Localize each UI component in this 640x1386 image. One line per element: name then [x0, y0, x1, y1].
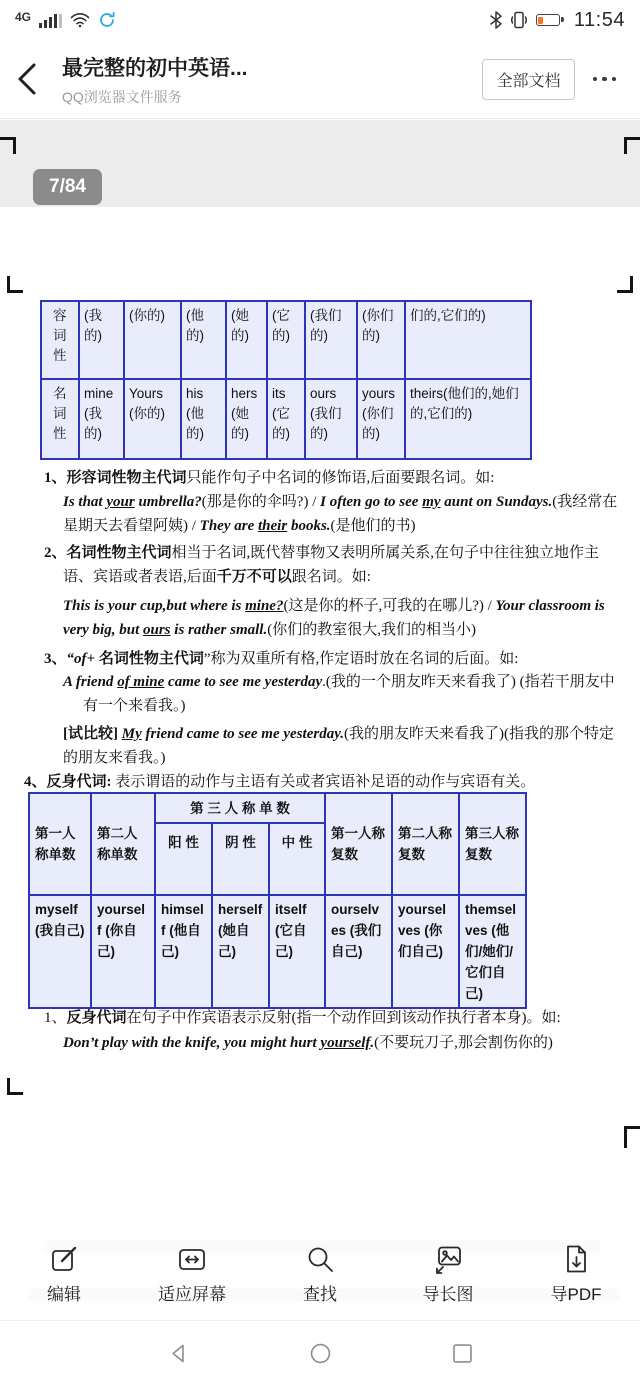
table-cell: yours (你们的): [357, 379, 405, 459]
table-header-cell: 第一人称单数: [29, 793, 91, 895]
toolbar-label: 导PDF: [550, 1284, 602, 1304]
table-cell: yourselves (你们自己): [392, 895, 459, 1008]
all-documents-button[interactable]: 全部文档: [482, 59, 574, 100]
page-corner-mark: [7, 276, 23, 293]
table-cell: (它的): [267, 301, 305, 379]
toolbar-label: 查找: [303, 1284, 337, 1304]
table-cell: ourselves (我们自己): [325, 895, 392, 1008]
doc-example: This is your cup,but where is mine?(这是你的杯子,可我的在哪儿?) / Your classroom is very big, but ours is rather small.(你们的教室很大,我们的相当小): [63, 598, 605, 638]
back-chevron-icon: [16, 62, 38, 96]
edit-icon: [49, 1244, 79, 1274]
doc-paragraph: 2、名词性物主代词相当于名词,既代替事物又表明所属关系,在句子中往往独立地作主语、宾语或者表语,后面千万不可以跟名词。如:: [44, 545, 600, 585]
table-cell: 们的,它们的): [405, 301, 531, 379]
table-row-header: 名词性: [41, 379, 79, 459]
bottom-toolbar: [0, 1228, 640, 1320]
table-cell: (你们的): [357, 301, 405, 379]
page-corner-mark: [0, 137, 16, 154]
nav-back-button[interactable]: [156, 1332, 200, 1376]
status-bar: [0, 0, 640, 40]
doc-example: A friend of mine came to see me yesterday.(我的一个朋友昨天来看我了) (指若干朋友中有一个来看我。): [63, 674, 615, 714]
app-header: [0, 40, 640, 119]
document-title: 最完整的初中英语...: [62, 56, 248, 80]
back-button[interactable]: [16, 55, 52, 103]
bluetooth-icon: [490, 11, 502, 29]
table-cell: myself (我自己): [29, 895, 91, 1008]
table-cell: themselves (他们/她们/它们自己): [459, 895, 526, 1008]
android-navbar: [0, 1320, 640, 1386]
doc-paragraph: 1、形容词性物主代词只能作句子中名词的修饰语,后面要跟名词。如:: [44, 470, 495, 486]
nav-recents-icon: [450, 1341, 475, 1366]
status-time: 11:54: [573, 8, 625, 31]
fit-screen-icon: [177, 1244, 207, 1274]
status-left-group: [15, 11, 116, 29]
battery-icon: [536, 14, 560, 26]
table-header-cell: 阴 性: [212, 823, 269, 895]
vibrate-icon: [510, 11, 528, 29]
doc-paragraph: 4、反身代词: 表示谓语的动作与主语有关或者宾语补足语的动作与宾语有关。: [24, 774, 536, 790]
nav-recents-button[interactable]: [440, 1332, 484, 1376]
table-row-header: 容词性: [41, 301, 79, 379]
network-type-label: 4G: [15, 10, 32, 24]
export-long-image-icon: [433, 1244, 463, 1274]
table-cell: theirs(他们的,她们的,它们的): [405, 379, 531, 459]
wifi-icon: [70, 12, 90, 28]
page-indicator-badge: 7/84: [33, 169, 102, 205]
search-icon: [305, 1244, 335, 1274]
toolbar-item-export-long-image[interactable]: [390, 1244, 506, 1305]
nav-home-button[interactable]: [298, 1332, 342, 1376]
table-header-cell: 第一人称复数: [325, 793, 392, 895]
toolbar-item-fit-screen[interactable]: [134, 1244, 250, 1305]
page-corner-mark: [624, 1126, 640, 1148]
page-corner-mark: [617, 276, 633, 293]
table-header-cell: 第 三 人 称 单 数: [155, 793, 325, 823]
doc-example: Don’t play with the knife, you might hurt yourself.(不要玩刀子,那会割伤你的): [63, 1035, 553, 1051]
header-titles: [62, 52, 472, 107]
toolbar-label: 编辑: [47, 1284, 81, 1304]
status-right-group: [490, 9, 625, 32]
table-cell: (我的): [79, 301, 124, 379]
toolbar-label: 导长图: [422, 1284, 474, 1304]
table-cell: Yours (你的): [124, 379, 181, 459]
toolbar-label: 适应屏幕: [158, 1284, 226, 1304]
table-header-cell: 第二人称单数: [91, 793, 155, 895]
page-corner-mark: [7, 1078, 23, 1095]
table-cell: hers (她的): [226, 379, 267, 459]
table-cell: yourself (你自己): [91, 895, 155, 1008]
table-cell: itself (它自己): [269, 895, 325, 1008]
table-header-cell: 中 性: [269, 823, 325, 895]
table-cell: (她的): [226, 301, 267, 379]
nav-home-icon: [308, 1341, 333, 1366]
dot-icon: [612, 77, 617, 82]
reflexive-pronoun-table: [28, 792, 527, 1009]
sync-icon: [98, 11, 116, 29]
table-cell: his (他的): [181, 379, 226, 459]
table-header-cell: 阳 性: [155, 823, 212, 895]
possessive-pronoun-table: [40, 300, 532, 460]
document-source: QQ浏览器文件服务: [62, 88, 182, 105]
table-cell: mine (我的): [79, 379, 124, 459]
toolbar-item-export-pdf[interactable]: [518, 1244, 634, 1305]
table-cell: its (它的): [267, 379, 305, 459]
doc-paragraph: 1、反身代词在句子中作宾语表示反射(指一个动作回到该动作执行者本身)。如:: [44, 1010, 561, 1026]
table-cell: (他的): [181, 301, 226, 379]
more-options-button[interactable]: [585, 67, 625, 92]
toolbar-item-edit[interactable]: [6, 1244, 122, 1305]
signal-icon: [39, 13, 62, 28]
table-cell: himself (他自己): [155, 895, 212, 1008]
table-header-cell: 第二人称复数: [392, 793, 459, 895]
table-cell: ours (我们的): [305, 379, 357, 459]
table-cell: (我们的): [305, 301, 357, 379]
dot-icon: [602, 77, 607, 82]
table-header-cell: 第三人称复数: [459, 793, 526, 895]
doc-example: [试比较] My friend came to see me yesterday.(我的朋友昨天来看我了)(指我的那个特定的朋友来看我。): [63, 726, 615, 766]
doc-paragraph: 3、“of+ 名词性物主代词”称为双重所有格,作定语时放在名词的后面。如:: [44, 651, 519, 667]
table-cell: herself (她自己): [212, 895, 269, 1008]
nav-back-icon: [166, 1341, 191, 1366]
toolbar-item-find[interactable]: [262, 1244, 378, 1305]
page-corner-mark: [624, 137, 640, 154]
doc-example: Is that your umbrella?(那是你的伞吗?) / I often go to see my aunt on Sundays.(我经常在星期天去看望阿姨) / They are their books.(是他们的书): [63, 494, 618, 534]
export-pdf-icon: [561, 1244, 591, 1274]
table-cell: (你的): [124, 301, 181, 379]
dot-icon: [593, 77, 598, 82]
